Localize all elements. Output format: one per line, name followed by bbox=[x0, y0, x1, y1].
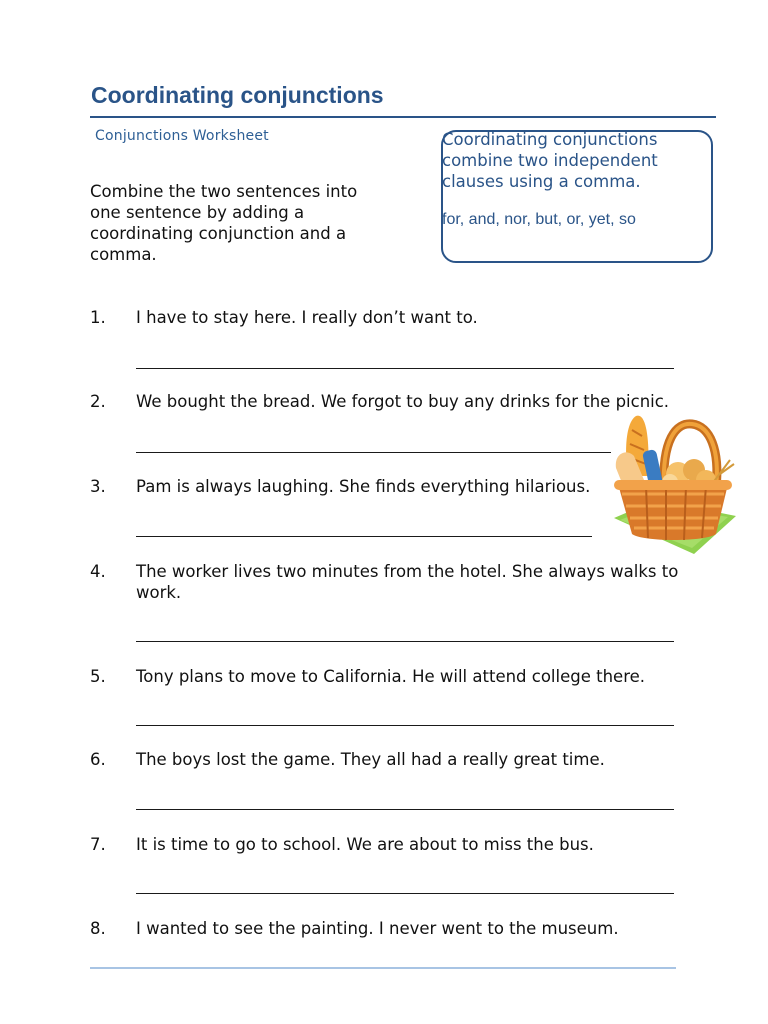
page-title: Coordinating conjunctions bbox=[91, 82, 384, 108]
info-box-text: Coordinating conjunctions combine two independent clauses using a comma. bbox=[442, 130, 658, 191]
question-number: 6. bbox=[90, 750, 106, 769]
question-text: I have to stay here. I really don’t want to. bbox=[136, 308, 478, 327]
question-number: 3. bbox=[90, 477, 106, 496]
answer-line[interactable] bbox=[136, 452, 611, 453]
title-underline bbox=[90, 116, 716, 118]
answer-line[interactable] bbox=[136, 536, 592, 537]
question-number: 2. bbox=[90, 392, 106, 411]
footer-divider bbox=[90, 967, 676, 969]
question-text: We bought the bread. We forgot to buy any drinks for the picnic. bbox=[136, 392, 670, 411]
question-text: It is time to go to school. We are about to miss the bus. bbox=[136, 835, 594, 854]
question-text: Pam is always laughing. She finds everything hilarious. bbox=[136, 477, 591, 496]
worksheet-subtitle: Conjunctions Worksheet bbox=[95, 128, 269, 144]
answer-line[interactable] bbox=[136, 725, 674, 726]
question-number: 5. bbox=[90, 667, 106, 686]
conjunction-list: for, and, nor, but, or, yet, so bbox=[442, 211, 636, 228]
answer-line[interactable] bbox=[136, 809, 674, 810]
question-number: 7. bbox=[90, 835, 106, 854]
question-text: I wanted to see the painting. I never went to the museum. bbox=[136, 919, 619, 938]
answer-line[interactable] bbox=[136, 893, 674, 894]
question-text: The worker lives two minutes from the hotel. She always walks to work. bbox=[136, 562, 679, 602]
question-text: The boys lost the game. They all had a really great time. bbox=[136, 750, 605, 769]
question-text: Tony plans to move to California. He will attend college there. bbox=[136, 667, 646, 686]
question-number: 1. bbox=[90, 308, 106, 327]
question-number: 8. bbox=[90, 919, 106, 938]
answer-line[interactable] bbox=[136, 641, 674, 642]
answer-line[interactable] bbox=[136, 368, 674, 369]
question-number: 4. bbox=[90, 562, 106, 581]
instructions-text: Combine the two sentences into one sentence by adding a coordinating conjunction and a comma. bbox=[90, 182, 358, 264]
picnic-basket-illustration bbox=[606, 410, 740, 558]
